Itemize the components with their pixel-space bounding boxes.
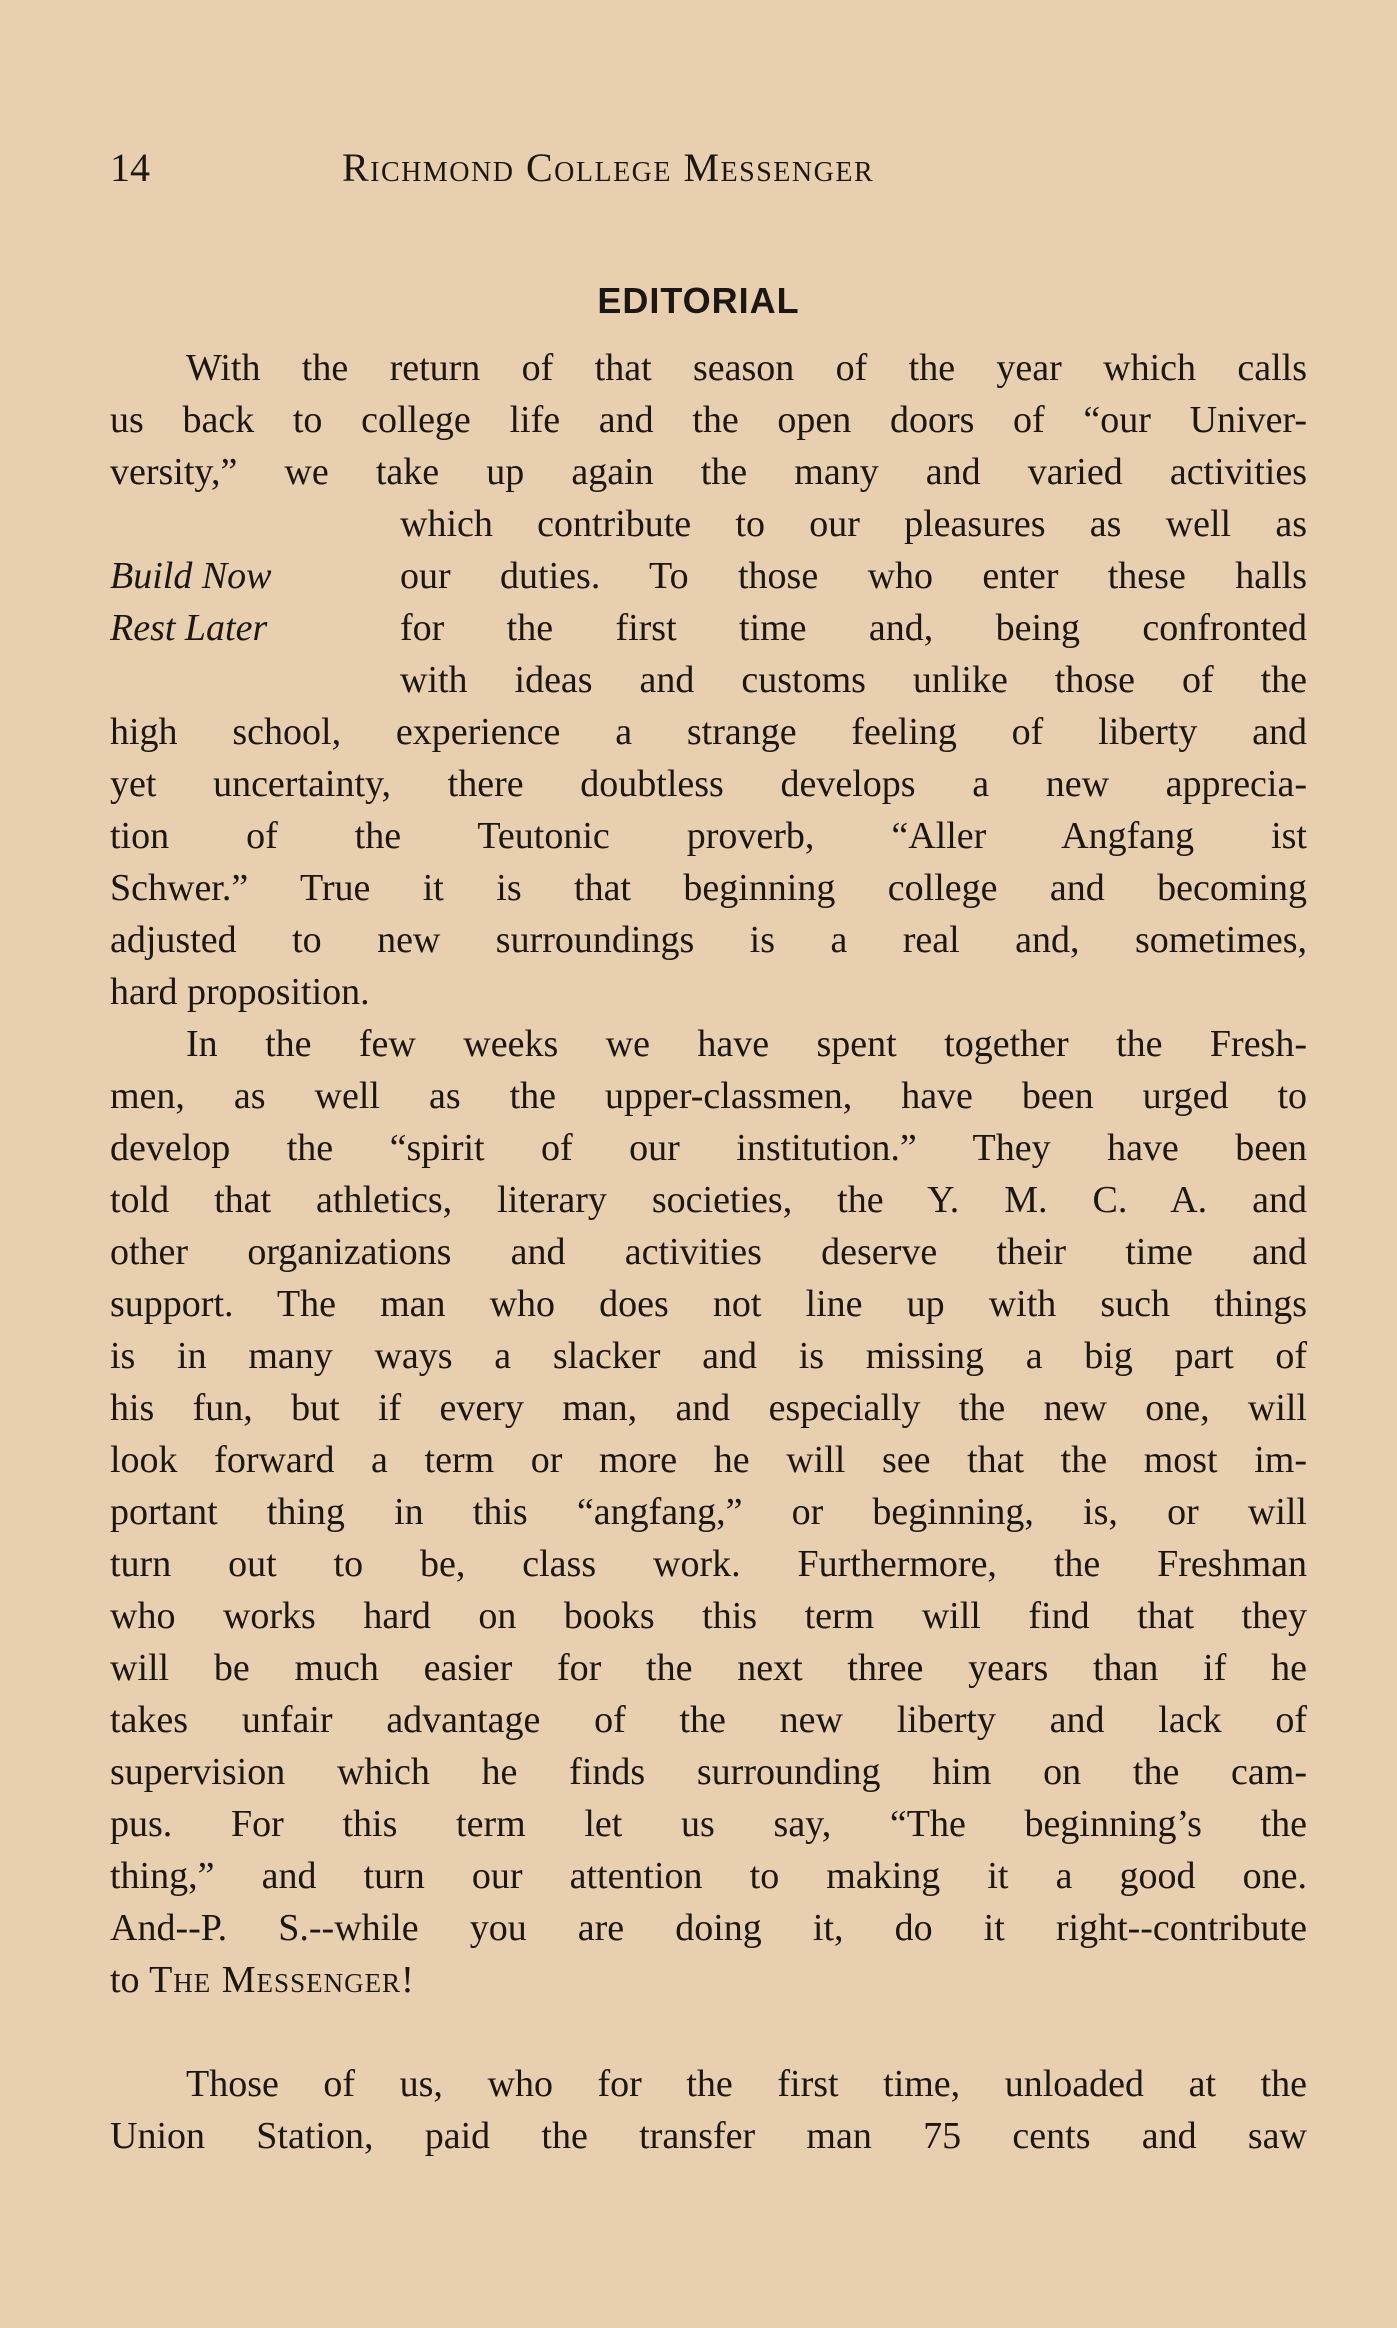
text-line: pus. For this term let us say, “The beginning’s the bbox=[110, 1803, 1307, 1845]
text-line: for the first time and, being confronted bbox=[400, 607, 1307, 649]
paragraph-2 bbox=[110, 1018, 1307, 2006]
text-line: with ideas and customs unlike those of the bbox=[400, 659, 1307, 701]
running-title: Richmond College Messenger bbox=[342, 145, 875, 190]
paragraph-3 bbox=[110, 2058, 1307, 2162]
article-body bbox=[110, 342, 1307, 2162]
sidenote-build-now: Build Now bbox=[110, 555, 272, 597]
text-line: takes unfair advantage of the new liberty and lack of bbox=[110, 1699, 1307, 1741]
text-line: turn out to be, class work. Furthermore, the Freshman bbox=[110, 1543, 1307, 1585]
text-line: yet uncertainty, there doubtless develops a new apprecia- bbox=[110, 763, 1307, 805]
text-line: us back to college life and the open doors of “our Univer- bbox=[110, 399, 1307, 441]
text-line: our duties. To those who enter these halls bbox=[400, 555, 1307, 597]
text-line: high school, experience a strange feeling of liberty and bbox=[110, 711, 1307, 753]
text-line: Union Station, paid the transfer man 75 cents and saw bbox=[110, 2115, 1307, 2157]
page-number: 14 bbox=[110, 145, 150, 190]
running-header bbox=[110, 138, 1310, 198]
text-line: tion of the Teutonic proverb, “Aller Angfang ist bbox=[110, 815, 1307, 857]
text-line: supervision which he finds surrounding him on the cam- bbox=[110, 1751, 1307, 1793]
text-line: develop the “spirit of our institution.” They have been bbox=[110, 1127, 1307, 1169]
messenger-name: The Messenger bbox=[149, 1959, 402, 2001]
text-line: hard proposition. bbox=[110, 971, 370, 1013]
text-line: thing,” and turn our attention to making it a good one. bbox=[110, 1855, 1307, 1897]
text-line: told that athletics, literary societies, the Y. M. C. A. and bbox=[110, 1179, 1307, 1221]
text-line: look forward a term or more he will see that the most im- bbox=[110, 1439, 1307, 1481]
section-heading: EDITORIAL bbox=[597, 280, 800, 321]
sidenote-rest-later: Rest Later bbox=[110, 607, 268, 649]
text-line: versity,” we take up again the many and varied activities bbox=[110, 451, 1307, 493]
text-line bbox=[110, 1954, 1307, 2006]
text-line: adjusted to new surroundings is a real and, sometimes, bbox=[110, 919, 1307, 961]
text-line: men, as well as the upper-classmen, have been urged to bbox=[110, 1075, 1307, 1117]
text-line: Schwer.” True it is that beginning college and becoming bbox=[110, 867, 1307, 909]
paragraph-1 bbox=[110, 342, 1307, 1018]
paragraph-gap bbox=[110, 2006, 1307, 2058]
text-line: is in many ways a slacker and is missing a big part of bbox=[110, 1335, 1307, 1377]
text-line: will be much easier for the next three years than if he bbox=[110, 1647, 1307, 1689]
text-line: his fun, but if every man, and especially the new one, will bbox=[110, 1387, 1307, 1429]
text-line: In the few weeks we have spent together the Fresh- bbox=[186, 1023, 1307, 1065]
text-line: who works hard on books this term will find that they bbox=[110, 1595, 1307, 1637]
text-line: With the return of that season of the year which calls bbox=[186, 347, 1307, 389]
text-line: which contribute to our pleasures as well as bbox=[400, 503, 1307, 545]
text-line: support. The man who does not line up with such things bbox=[110, 1283, 1307, 1325]
text-line: Those of us, who for the first time, unloaded at the bbox=[186, 2063, 1307, 2105]
text-line: And--P. S.--while you are doing it, do it right--contribute bbox=[110, 1907, 1307, 1949]
text-fragment: to bbox=[110, 1959, 150, 2001]
text-line: portant thing in this “angfang,” or beginning, is, or will bbox=[110, 1491, 1307, 1533]
text-fragment: ! bbox=[401, 1959, 414, 2001]
text-line: other organizations and activities deserve their time and bbox=[110, 1231, 1307, 1273]
